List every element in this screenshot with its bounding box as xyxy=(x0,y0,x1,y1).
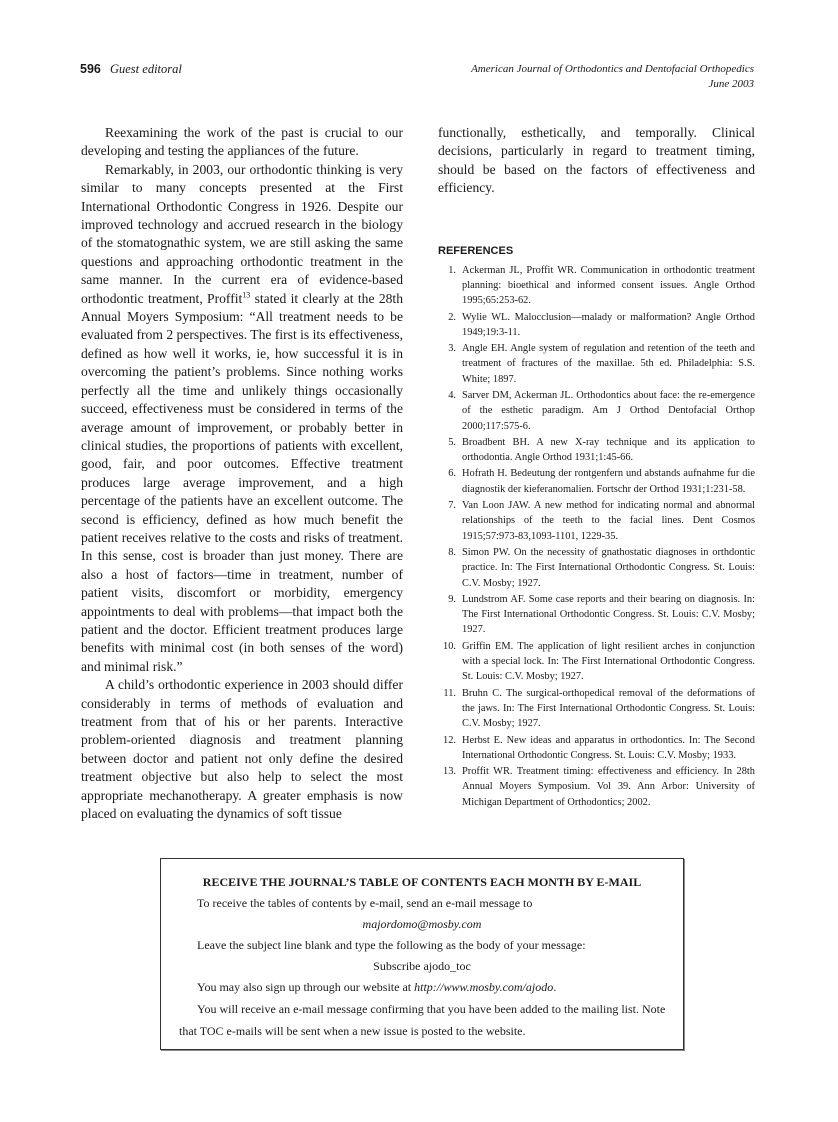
toc-website-prefix: You may also sign up through our website at xyxy=(197,980,415,994)
reference-item xyxy=(438,764,755,810)
reference-number: 12. xyxy=(443,734,456,746)
paragraph xyxy=(81,161,403,676)
toc-box-title: RECEIVE THE JOURNAL’S TABLE OF CONTENTS EACH MONTH BY E-MAIL xyxy=(202,875,642,889)
reference-item xyxy=(438,388,755,434)
citation-superscript: 13 xyxy=(242,290,251,300)
reference-number: 10. xyxy=(443,640,456,652)
reference-text: Angle EH. Angle system of regulation and retention of the teeth and treatment of fractures of the maxillae. 5th ed. Philadelphia: S.S. White; 1897. xyxy=(462,343,755,385)
reference-item xyxy=(438,733,755,764)
reference-text: Wylie WL. Malocclusion—malady or malformation? Angle Orthod 1949;19:3-11. xyxy=(462,311,755,338)
references-list xyxy=(438,263,755,810)
reference-number: 11. xyxy=(443,687,456,699)
running-header-right xyxy=(471,62,754,92)
reference-number: 3. xyxy=(448,343,456,355)
email-address-link[interactable]: majordomo@mosby.com xyxy=(362,917,482,931)
reference-text: Lundstrom AF. Some case reports and their bearing on diagnosis. In: The First International Orthodontic Congress. St. Louis: C.V. Mosby; 1927. xyxy=(462,593,755,636)
toc-website-suffix: . xyxy=(553,980,557,994)
toc-confirmation-note: You will receive an e-mail message confirming that you have been added to the mailing list. Note that TOC e-mails will be sent when a new issue is posted to the website. xyxy=(179,1002,666,1038)
reference-item xyxy=(438,639,755,685)
reference-number: 5. xyxy=(448,436,456,448)
reference-text: Herbst E. New ideas and apparatus in orthodontics. In: The Second International Orthodontic Congress. St. Louis: C.V. Mosby; 1933. xyxy=(462,734,755,761)
reference-text: Van Loon JAW. A new method for indicating normal and abnormal relationships of the teeth to the facial lines. Dent Cosmos 1915;57:973-83,1093-1101, 1229-35. xyxy=(462,500,755,542)
reference-number: 4. xyxy=(448,390,456,401)
reference-text: Bruhn C. The surgical-orthopedical removal of the deformations of the jaws. In: The First International Orthodontic Congress. St. Louis: C.V. Mosby; 1927. xyxy=(462,687,755,730)
issue-date: June 2003 xyxy=(708,78,754,90)
reference-number: 7. xyxy=(448,500,456,512)
reference-item xyxy=(438,435,755,466)
reference-item xyxy=(438,263,755,309)
page-number: 596 xyxy=(80,62,101,76)
references-heading: REFERENCES xyxy=(438,244,514,257)
paragraph-continuation: functionally, esthetically, and temporally. Clinical decisions, particularly in regard to treatment timing, should be based on the factors of effectiveness and efficiency. xyxy=(438,125,755,196)
paragraph: Reexamining the work of the past is crucial to our developing and testing the appliances of the future. xyxy=(81,125,403,159)
paragraph-text: stated it clearly at the 28th Annual Moyers Symposium: “All treatment needs to be evaluated from 2 perspectives. The first is its effectiveness, defined as how well it works, ie, how successful it is in overcoming the patient’s problems. Since nothing works perfectly all the time and unlikely things occasionally succeed, effectiveness must be considered in terms of the average amount of improvement, or probably better in clinical studies, the proportions of patients with excellent, good, fair, and poor outcomes. Effective treatment produces large average improvement, and a high percentage of the patients have an excellent outcome. The second is efficiency, defined as how much benefit the patient receives relative to the costs and risks of treatment. In this sense, cost is broader than just money. There are also a host of factors—time in treatment, number of patient visits, discomfort or morbidity, emergency appointments to deal with problems—that impact both the patient and the doctor. Efficient treatment produces large benefits with minimal cost (in both senses of the word) and minimal risk.” xyxy=(81,290,403,674)
reference-text: Griffin EM. The application of light resilient arches in conjunction with a special lock. In: The First International Orthodontic Congress. St. Louis: C.V. Mosby; 1927. xyxy=(462,640,755,683)
toc-website-line xyxy=(161,977,683,998)
website-link[interactable]: http://www.mosby.com/ajodo xyxy=(414,980,554,994)
journal-title: American Journal of Orthodontics and Dentofacial Orthopedics xyxy=(471,63,754,75)
reference-item xyxy=(438,341,755,387)
right-column xyxy=(438,124,755,811)
reference-item xyxy=(438,310,755,341)
reference-number: 9. xyxy=(448,593,456,605)
running-header-left xyxy=(80,62,182,77)
reference-item xyxy=(438,466,755,497)
toc-instruction: To receive the tables of contents by e-mail, send an e-mail message to xyxy=(197,896,533,910)
reference-text: Hofrath H. Bedeutung der rontgenfern und abstands aufnahme fur die diagnostik der kieferanomalien. Fortschr der Orthod 1931;1:231-58. xyxy=(462,468,755,495)
reference-text: Simon PW. On the necessity of gnathostatic diagnoses in orthdontic practice. In: The First International Orthodontic Congress. St. Louis: C.V. Mosby; 1927. xyxy=(462,546,755,589)
reference-text: Broadbent BH. A new X-ray technique and its application to orthodontia. Angle Orthod 1931;1:45-66. xyxy=(462,436,755,464)
reference-number: 8. xyxy=(448,546,456,558)
reference-item xyxy=(438,592,755,638)
section-name: Guest editoral xyxy=(109,62,182,76)
reference-text: Proffit WR. Treatment timing: effectiveness and efficiency. In 28th Annual Moyers Symposium. Vol 39. Ann Arbor: University of Michigan Department of Orthodontics; 2002. xyxy=(462,766,755,808)
reference-number: 13. xyxy=(443,766,456,778)
left-column xyxy=(81,124,403,823)
toc-instruction: Leave the subject line blank and type the following as the body of your message: xyxy=(197,938,586,952)
reference-number: 1. xyxy=(448,264,456,276)
paragraph-text: Remarkably, in 2003, our orthodontic thinking is very similar to many concepts presented at the First International Orthodontic Congress in 1926. Despite our improved technology and accrued research in the biology of the stomatognathic system, we are still asking the same questions and approaching orthodontic treatment in the same manner. In the current era of evidence-based orthodontic treatment, Proffit xyxy=(81,161,403,306)
subscribe-command: Subscribe ajodo_toc xyxy=(373,959,471,973)
reference-text: Sarver DM, Ackerman JL. Orthodontics about face: the re-emergence of the esthetic paradigm. Am J Orthod Dentofacial Orthop 2000;117:575-6. xyxy=(462,390,755,432)
reference-item xyxy=(438,686,755,732)
reference-text: Ackerman JL, Proffit WR. Communication in orthodontic treatment planning: bioethical and informed consent issues. Angle Orthod 1995;65:253-62. xyxy=(462,264,755,307)
reference-number: 6. xyxy=(448,468,456,480)
reference-item xyxy=(438,498,755,544)
paragraph: A child’s orthodontic experience in 2003 should differ considerably in terms of methods of evaluation and treatment from that of his or her parents. Interactive problem-oriented diagnosis and treatment planning between doctor and patient not only define the desired treatment objective but also help to select the most appropriate mechanotherapy. A greater emphasis is now placed on evaluating the dynamics of soft tissue xyxy=(81,677,403,822)
reference-number: 2. xyxy=(448,311,456,323)
toc-email-notice-box xyxy=(160,858,684,1050)
reference-item xyxy=(438,545,755,591)
